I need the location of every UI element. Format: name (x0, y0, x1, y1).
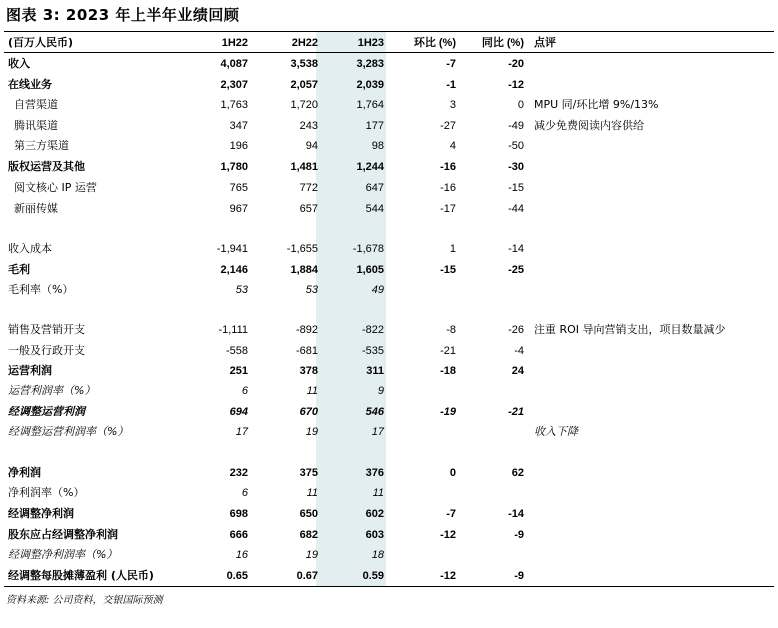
cell-label: 股东应占经调整净利润 (8, 528, 118, 541)
cell-label: 新丽传媒 (14, 202, 58, 215)
top-rule (4, 31, 774, 32)
cell-v3: 602 (365, 508, 384, 520)
cell-v2: 3,538 (290, 58, 318, 70)
cell-label: 毛利 (8, 263, 30, 276)
cell-label: 经调整净利润 (8, 507, 74, 520)
cell-qoq: -16 (440, 161, 456, 173)
table-row (4, 422, 774, 442)
header-1h23: 1H23 (357, 37, 384, 49)
cell-note: 注重 ROI 导向营销支出，项目数量减少 (534, 323, 726, 336)
cell-label: 经调整每股摊薄盈利 (人民币) (8, 569, 154, 582)
cell-v1: 53 (235, 284, 248, 296)
cell-label: 第三方渠道 (14, 139, 69, 152)
figure-title: 图表 3: 2023 年上半年业绩回顾 (6, 6, 240, 24)
table-row (4, 463, 774, 483)
cell-label: 自营渠道 (14, 98, 58, 111)
cell-v3: 11 (372, 487, 384, 499)
cell-qoq: -19 (440, 406, 456, 418)
cell-yoy: -20 (508, 58, 524, 70)
table-row (4, 75, 774, 95)
cell-qoq: -18 (440, 365, 456, 377)
cell-yoy: -25 (508, 264, 524, 276)
cell-v2: -1,655 (286, 243, 318, 255)
cell-v1: 6 (241, 487, 248, 499)
cell-qoq: 0 (449, 467, 456, 479)
table-row (4, 95, 774, 115)
cell-v3: 9 (377, 385, 384, 397)
cell-yoy: -14 (508, 508, 524, 520)
cell-qoq: 1 (449, 243, 456, 255)
cell-note: 收入下降 (534, 425, 578, 438)
cell-v2: 650 (299, 508, 318, 520)
cell-label: 在线业务 (8, 78, 52, 91)
cell-label: 经调整运营利润率（%） (8, 425, 129, 438)
cell-v3: 1,605 (356, 264, 384, 276)
cell-yoy: -9 (514, 529, 524, 541)
cell-qoq: -7 (446, 508, 456, 520)
cell-label: 版权运营及其他 (8, 160, 85, 173)
cell-qoq: -17 (440, 203, 456, 215)
cell-label: 阅文核心 IP 运营 (14, 181, 97, 194)
table-row (4, 545, 774, 565)
cell-v1: 17 (235, 426, 248, 438)
cell-qoq: 3 (449, 99, 456, 111)
cell-v1: 2,146 (220, 264, 248, 276)
cell-v3: 49 (371, 284, 384, 296)
cell-v3: 311 (366, 365, 384, 377)
cell-qoq: -21 (440, 345, 456, 357)
cell-yoy: -14 (508, 243, 524, 255)
cell-yoy: -26 (508, 324, 524, 336)
cell-v1: 2,307 (220, 79, 248, 91)
cell-v3: 2,039 (356, 79, 384, 91)
cell-v2: 19 (305, 549, 318, 561)
header-2h22: 2H22 (291, 37, 318, 49)
cell-yoy: -15 (508, 182, 524, 194)
table-row (4, 483, 774, 503)
cell-yoy: 0 (517, 99, 524, 111)
table-row (4, 116, 774, 136)
table-row (4, 280, 774, 300)
cell-v2: 378 (299, 365, 318, 377)
cell-v2: 11 (306, 487, 318, 499)
cell-v1: 6 (241, 385, 248, 397)
cell-v1: 232 (229, 467, 248, 479)
cell-v3: 544 (365, 203, 384, 215)
cell-v2: 0.67 (296, 570, 318, 582)
cell-v1: -1,111 (218, 324, 248, 336)
cell-label: 经调整净利润率（%） (8, 548, 118, 561)
cell-yoy: -12 (508, 79, 524, 91)
cell-v3: 3,283 (356, 58, 384, 70)
cell-v2: 657 (299, 203, 318, 215)
header-unit: (百万人民币) (8, 36, 74, 49)
cell-v1: -1,941 (216, 243, 248, 255)
cell-v1: -558 (225, 345, 248, 357)
cell-v3: -535 (361, 345, 384, 357)
cell-qoq: -12 (440, 570, 456, 582)
cell-label: 收入成本 (8, 242, 52, 255)
cell-v2: -892 (295, 324, 318, 336)
cell-qoq: -1 (446, 79, 456, 91)
cell-label: 毛利率（%） (8, 283, 74, 296)
cell-note: MPU 同/环比增 9%/13% (534, 98, 659, 111)
cell-qoq: 4 (449, 140, 456, 152)
cell-v2: 2,057 (290, 79, 318, 91)
cell-v2: 670 (299, 406, 318, 418)
cell-yoy: -49 (508, 120, 524, 132)
table-row (4, 157, 774, 177)
cell-label: 销售及营销开支 (8, 323, 85, 336)
cell-v1: 765 (229, 182, 248, 194)
cell-v1: 694 (229, 406, 248, 418)
cell-v3: 603 (365, 529, 384, 541)
cell-yoy: 24 (511, 365, 524, 377)
table-row (4, 504, 774, 524)
cell-v1: 4,087 (220, 58, 248, 70)
cell-v2: 19 (305, 426, 318, 438)
cell-v3: -1,678 (352, 243, 384, 255)
cell-v1: 1,763 (220, 99, 248, 111)
table-row (4, 320, 774, 340)
cell-qoq: -16 (440, 182, 456, 194)
table-row (4, 178, 774, 198)
cell-v1: 16 (235, 549, 248, 561)
cell-note: 减少免费阅读内容供给 (534, 119, 644, 132)
table-row (4, 199, 774, 219)
cell-v2: -681 (295, 345, 318, 357)
table-row (4, 239, 774, 259)
cell-v3: 18 (371, 549, 384, 561)
table-row (4, 54, 774, 74)
table-row (4, 525, 774, 545)
table-row (4, 402, 774, 422)
cell-qoq: -15 (440, 264, 456, 276)
source-note: 资料来源: 公司资料，交银国际预测 (6, 595, 163, 606)
header-1h22: 1H22 (221, 37, 248, 49)
cell-qoq: -27 (440, 120, 456, 132)
cell-v3: 376 (365, 467, 384, 479)
cell-v2: 1,884 (290, 264, 318, 276)
cell-v3: -822 (361, 324, 384, 336)
cell-v2: 682 (299, 529, 318, 541)
cell-label: 腾讯渠道 (14, 119, 58, 132)
cell-v3: 546 (365, 406, 384, 418)
table-header (4, 33, 774, 53)
header-comment: 点评 (534, 36, 556, 49)
cell-qoq: -7 (446, 58, 456, 70)
table-row (4, 381, 774, 401)
cell-v3: 17 (371, 426, 384, 438)
cell-qoq: -12 (440, 529, 456, 541)
cell-v1: 698 (229, 508, 248, 520)
cell-v2: 53 (305, 284, 318, 296)
cell-yoy: 62 (511, 467, 524, 479)
cell-v2: 375 (299, 467, 318, 479)
cell-v3: 177 (365, 120, 384, 132)
cell-yoy: -21 (508, 406, 524, 418)
cell-v3: 98 (371, 140, 384, 152)
cell-v1: 0.65 (226, 570, 248, 582)
cell-v3: 0.59 (362, 570, 384, 582)
cell-v2: 94 (305, 140, 318, 152)
cell-v3: 1,244 (356, 161, 384, 173)
cell-v2: 11 (306, 385, 318, 397)
cell-v2: 1,481 (290, 161, 318, 173)
cell-qoq: -8 (446, 324, 456, 336)
cell-yoy: -30 (508, 161, 524, 173)
cell-v3: 1,764 (356, 99, 384, 111)
cell-v2: 1,720 (290, 99, 318, 111)
cell-label: 运营利润 (8, 364, 52, 377)
cell-v1: 347 (229, 120, 248, 132)
cell-label: 净利润率（%） (8, 486, 85, 499)
cell-yoy: -44 (508, 203, 524, 215)
header-yoy: 同比 (%) (481, 37, 524, 49)
cell-yoy: -50 (508, 140, 524, 152)
bottom-rule (4, 586, 774, 587)
cell-label: 净利润 (8, 466, 41, 479)
cell-v3: 647 (365, 182, 384, 194)
cell-v1: 967 (229, 203, 248, 215)
header-qoq: 环比 (%) (413, 37, 456, 49)
cell-label: 一般及行政开支 (8, 344, 85, 357)
table-row (4, 136, 774, 156)
cell-v1: 196 (229, 140, 248, 152)
table-row (4, 341, 774, 361)
cell-label: 收入 (8, 57, 30, 70)
cell-v2: 243 (299, 120, 318, 132)
cell-yoy: -4 (514, 345, 524, 357)
cell-v1: 666 (229, 529, 248, 541)
cell-v1: 251 (229, 365, 248, 377)
cell-yoy: -9 (514, 570, 524, 582)
table-row (4, 260, 774, 280)
cell-label: 经调整运营利润 (8, 405, 85, 418)
cell-v1: 1,780 (220, 161, 248, 173)
cell-label: 运营利润率（%） (8, 384, 96, 397)
table-row (4, 361, 774, 381)
cell-v2: 772 (299, 182, 318, 194)
table-row (4, 566, 774, 586)
